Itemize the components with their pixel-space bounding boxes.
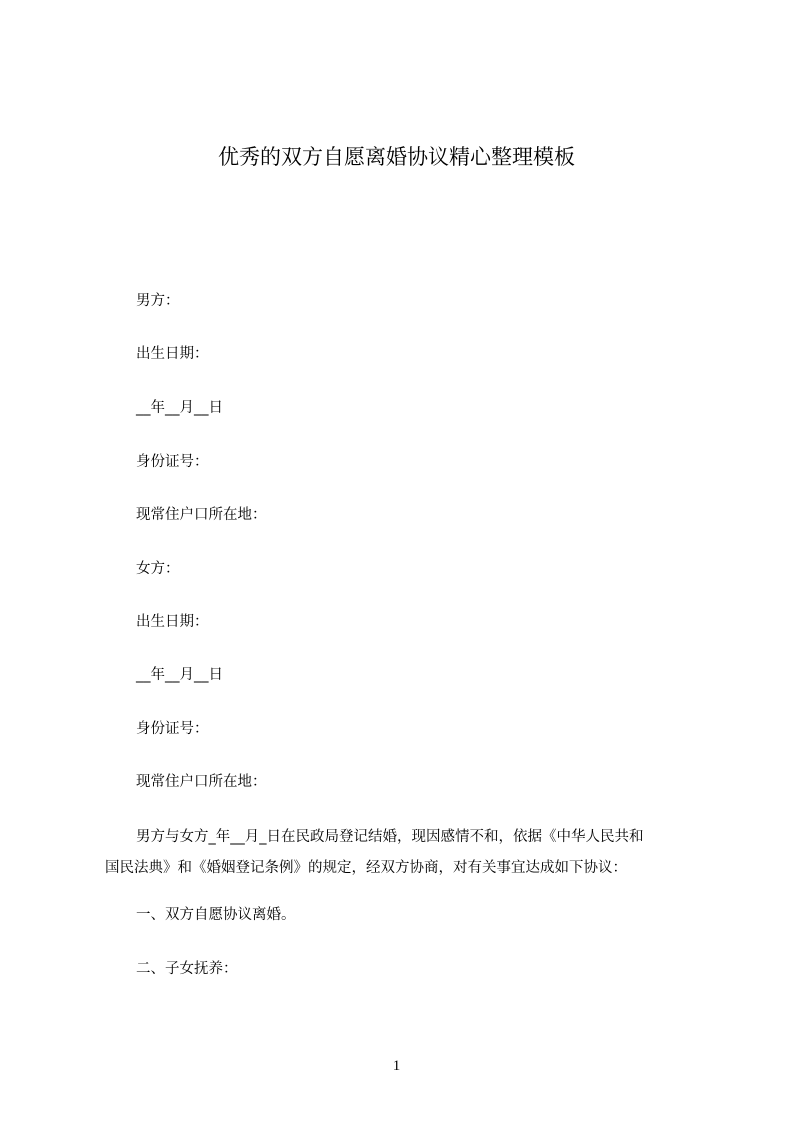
document-title: 优秀的双方自愿离婚协议精心整理模板: [218, 145, 575, 169]
male-birth-date-label: 出生日期：: [136, 346, 209, 362]
agreement-intro-paragraph: [105, 822, 725, 884]
female-id-number-label: 身份证号：: [136, 721, 209, 737]
female-party-label: 女方：: [136, 561, 180, 577]
male-birth-date-blank: __年__月__日: [136, 400, 223, 416]
male-residence-label: 现常住户口所在地：: [136, 507, 267, 523]
section-heading-1: 一、双方自愿协议离婚。: [136, 907, 296, 923]
female-birth-date-label: 出生日期：: [136, 614, 209, 630]
page-number: 1: [392, 1058, 401, 1074]
section-heading-2: 二、子女抚养：: [136, 961, 238, 977]
female-birth-date-blank: __年__月__日: [136, 667, 223, 683]
agreement-intro-line-2: 国民法典》和《婚姻登记条例》的规定，经双方协商，对有关事宜达成如下协议：: [105, 860, 627, 876]
male-party-label: 男方：: [136, 293, 180, 309]
agreement-intro-line-1: 男方与女方_年__月_日在民政局登记结婚，现因感情不和，依据《中华人民共和: [136, 829, 644, 845]
male-id-number-label: 身份证号：: [136, 454, 209, 470]
female-residence-label: 现常住户口所在地：: [136, 774, 267, 790]
